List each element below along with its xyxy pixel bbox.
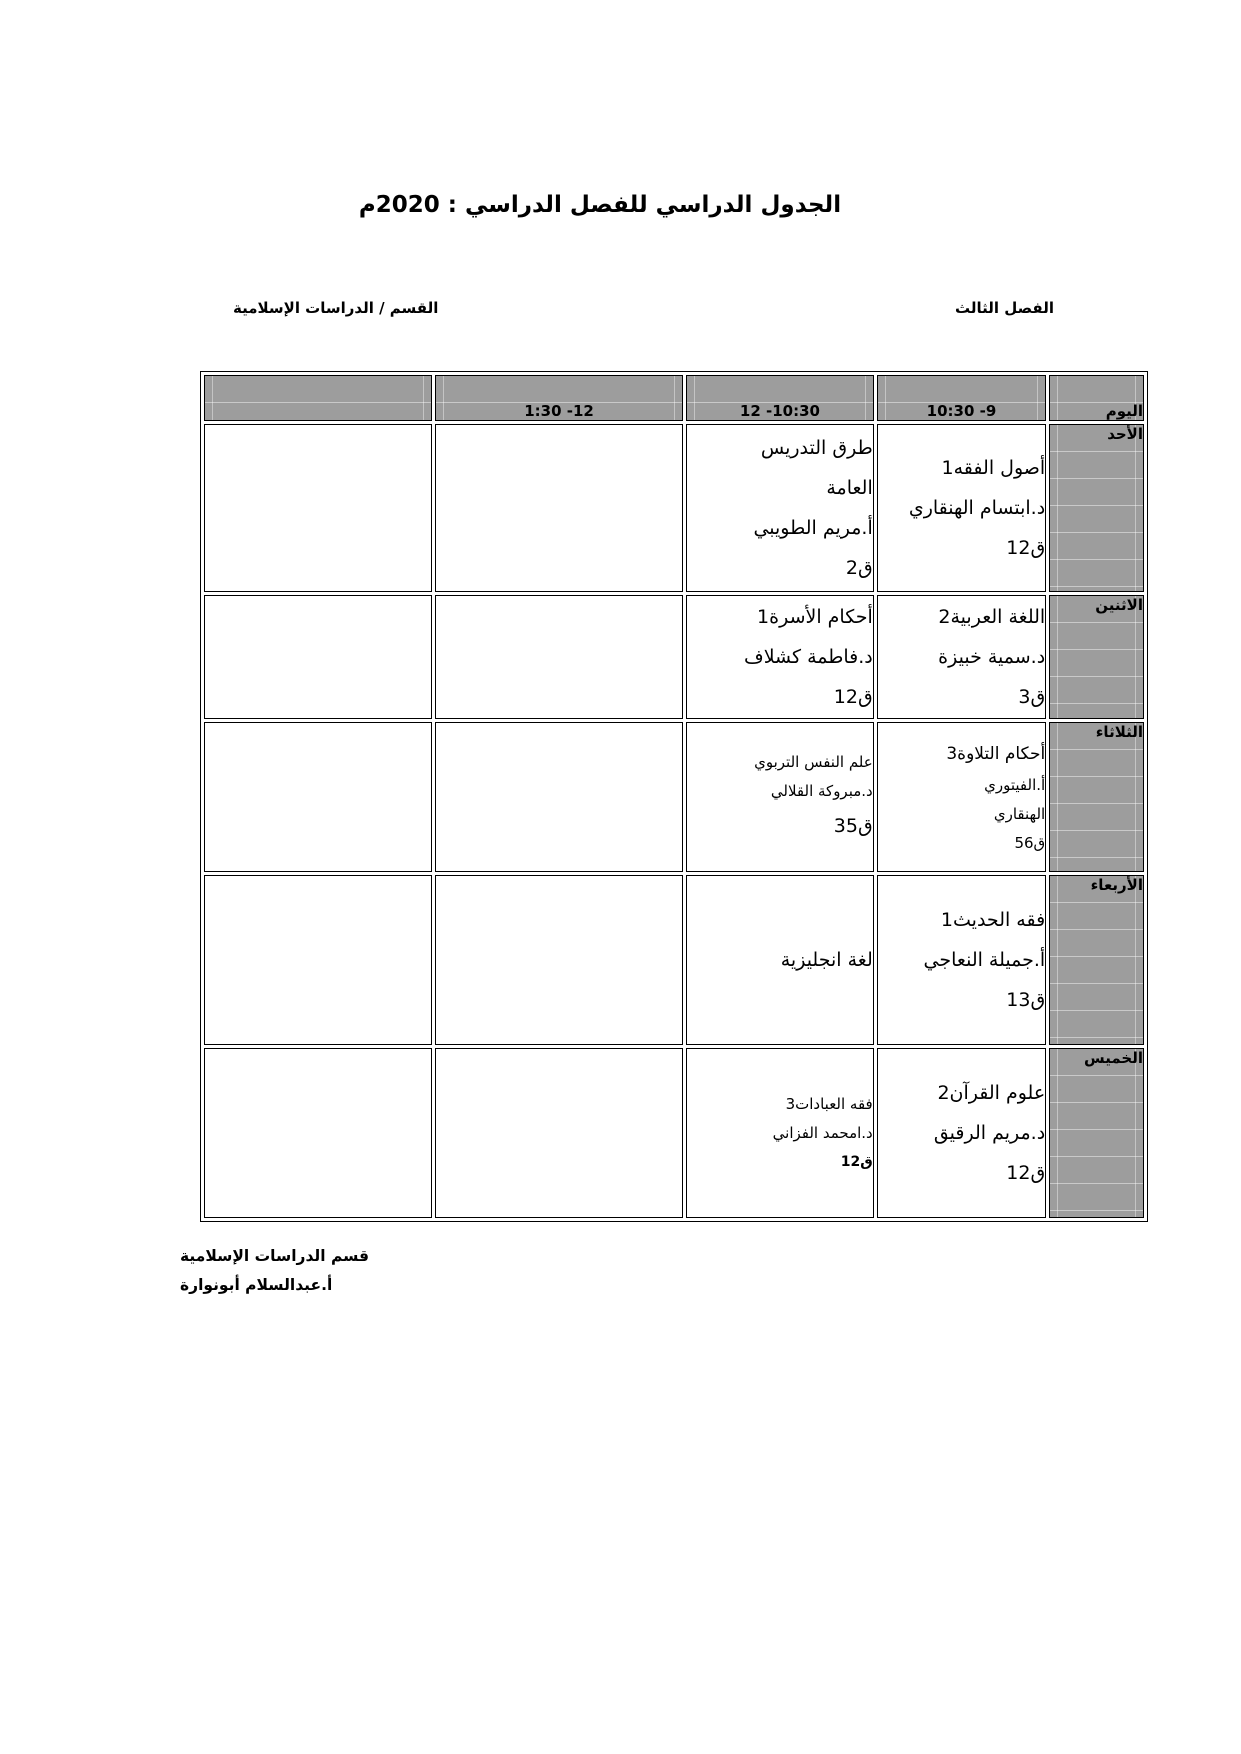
course-line: أحكام الأسرة1	[757, 606, 873, 628]
time-header-cell-3	[435, 375, 683, 421]
course-line: لغة انجليزية	[780, 949, 873, 971]
course-line: ق56	[1014, 833, 1046, 852]
footer-department: قسم الدراسات الإسلامية	[180, 1247, 370, 1265]
empty-header-cell	[204, 375, 432, 421]
course-line: العامة	[826, 477, 873, 499]
course-line: علوم القرآن2	[937, 1082, 1046, 1104]
row-monday	[204, 595, 1144, 719]
empty-cell	[435, 722, 683, 872]
course-line: فقه الحديث1	[940, 909, 1046, 931]
header-row	[204, 375, 1144, 421]
course-cell	[686, 875, 874, 1045]
course-line: ق2	[845, 557, 873, 579]
department-label: القسم / الدراسات الإسلامية	[233, 299, 439, 317]
footer	[180, 1242, 369, 1300]
empty-cell	[204, 595, 432, 719]
sub-header-row	[0, 299, 1241, 327]
course-line: طرق التدريس	[760, 437, 873, 459]
row-wednesday	[204, 875, 1144, 1045]
row-sunday	[204, 424, 1144, 592]
empty-cell	[435, 595, 683, 719]
time-header-label: 1:30 -12	[524, 402, 594, 420]
day-cell: الأربعاء	[1049, 875, 1144, 1045]
row-thursday	[204, 1048, 1144, 1218]
time-header-cell-2	[686, 375, 874, 421]
course-cell	[877, 722, 1046, 872]
day-cell: الخميس	[1049, 1048, 1144, 1218]
row-tuesday	[204, 722, 1144, 872]
course-line: ق13	[1006, 989, 1046, 1011]
course-line: اللغة العربية2	[938, 606, 1046, 628]
schedule-table	[200, 371, 1148, 1222]
day-cell: الأحد	[1049, 424, 1144, 592]
empty-cell	[204, 875, 432, 1045]
empty-cell	[204, 424, 432, 592]
course-line: فقه العبادات3	[785, 1094, 873, 1113]
course-line: أ.مريم الطويبي	[753, 517, 873, 539]
course-cell	[686, 424, 874, 592]
course-cell	[877, 875, 1046, 1045]
time-header-cell-1	[877, 375, 1046, 421]
course-line: د.امحمد الفزاني	[772, 1123, 873, 1142]
course-line: ق12	[1006, 1162, 1046, 1184]
course-line: د.ابتسام الهنقاري	[908, 497, 1046, 519]
course-line: أصول الفقه1	[941, 457, 1046, 479]
course-line: ق3	[1018, 686, 1046, 708]
course-line: د.فاطمة كشلاف	[744, 646, 873, 668]
course-cell	[877, 424, 1046, 592]
course-line: د.مريم الرقيق	[933, 1122, 1046, 1144]
course-line: أ.جميلة النعاجي	[923, 949, 1046, 971]
course-line: أحكام التلاوة3	[946, 743, 1046, 764]
course-cell	[686, 1048, 874, 1218]
course-cell	[686, 722, 874, 872]
footer-coordinator: أ.عبدالسلام أبونوارة	[180, 1276, 333, 1294]
empty-cell	[204, 722, 432, 872]
page-title: الجدول الدراسي للفصل الدراسي : 2020م	[358, 192, 842, 218]
day-cell: الثلاثاء	[1049, 722, 1144, 872]
day-header-cell: اليوم	[1049, 375, 1144, 421]
course-cell	[877, 1048, 1046, 1218]
empty-cell	[435, 424, 683, 592]
course-line: الهنقاري	[993, 804, 1046, 823]
empty-cell	[435, 875, 683, 1045]
course-line: علم النفس التربوي	[754, 753, 873, 771]
course-cell	[686, 595, 874, 719]
day-cell: الاثنين	[1049, 595, 1144, 719]
time-header-label: 10:30 -9	[926, 402, 997, 420]
course-line: ق12	[833, 686, 873, 708]
semester-label: الفصل الثالث	[955, 299, 1055, 317]
time-header-label: 12 -10:30	[739, 402, 820, 420]
course-line: ق35	[833, 815, 873, 837]
course-line: د.سمية خبيزة	[938, 646, 1046, 668]
course-line: ق12	[840, 1153, 873, 1170]
course-line: ق12	[1006, 537, 1046, 559]
empty-cell	[435, 1048, 683, 1218]
course-line: أ.الفيتوري	[984, 775, 1046, 794]
empty-cell	[204, 1048, 432, 1218]
course-cell	[877, 595, 1046, 719]
course-line: د.مبروكة القلالي	[770, 782, 873, 800]
